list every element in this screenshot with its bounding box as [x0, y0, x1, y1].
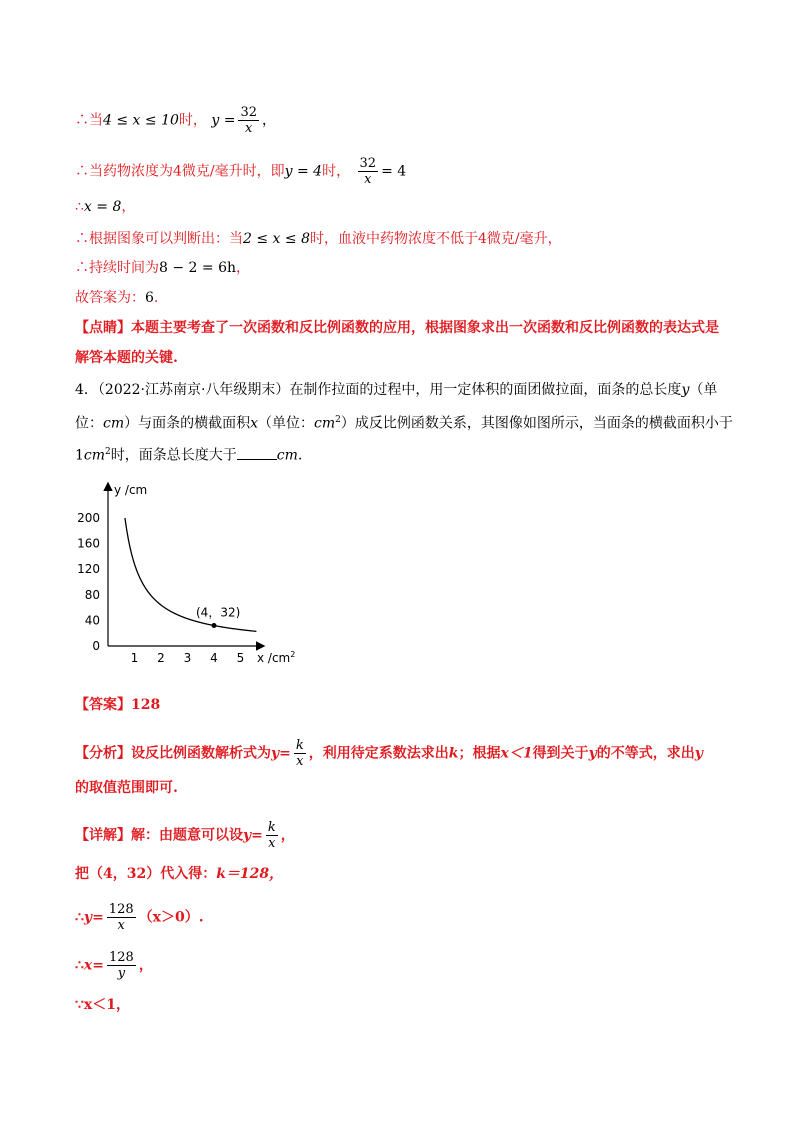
- math-eq: k＝128，: [216, 866, 284, 882]
- math-condition: 2 ≤ x ≤ 8: [243, 231, 310, 247]
- y-tick-label: 120: [77, 562, 100, 577]
- y-tick-label: 200: [77, 511, 100, 525]
- text: 位：: [75, 415, 103, 432]
- denominator: x: [364, 172, 372, 187]
- detail-line-1: [75, 820, 295, 851]
- x-tick-label: 5: [236, 651, 245, 665]
- detail-line-5: ∵x＜1，: [75, 997, 130, 1013]
- unit: cm: [314, 415, 336, 432]
- math-var: y: [83, 909, 93, 926]
- unit: cm: [83, 447, 106, 464]
- answer-line: [75, 695, 160, 715]
- question-line-3: [75, 442, 302, 466]
- solution-line-5: [75, 258, 250, 278]
- fraction: [294, 738, 306, 769]
- text: 4．（2022·江苏南京·八年级期末）在制作拉面的过程中，用一定体积的面团做拉面，面条的总长度: [75, 382, 682, 398]
- denominator: x: [268, 836, 276, 851]
- y-tick-label: 160: [77, 536, 100, 551]
- inverse-proportion-graph: [75, 478, 300, 673]
- x-axis-label-sup: 2: [290, 650, 296, 659]
- math-var: y: [588, 745, 597, 762]
- analysis-line-1: [75, 738, 703, 769]
- text: ，: [261, 112, 276, 129]
- text: ，: [236, 260, 250, 276]
- solution-line-3: [75, 197, 135, 217]
- numerator: 128: [108, 902, 134, 917]
- text: 解：由题意可以设: [131, 827, 243, 844]
- numerator: 128: [109, 950, 134, 965]
- comment-line-2: 解答本题的关键.: [75, 350, 178, 366]
- math-var: k: [448, 745, 459, 762]
- math-eq: =: [92, 909, 104, 926]
- solution-line-6: [75, 288, 158, 308]
- y-tick-label: 80: [84, 587, 100, 602]
- math-eq: 8 − 2 = 6h: [159, 260, 236, 276]
- answer-blank: [237, 445, 277, 460]
- solution-line-1: [75, 105, 276, 136]
- math-eq: y = 4: [284, 163, 323, 180]
- text: 时，: [178, 112, 207, 129]
- solution-line-4: [75, 229, 562, 249]
- text: 时，: [322, 163, 351, 180]
- answer-value: 6: [145, 290, 154, 306]
- denominator: x: [296, 754, 304, 769]
- text: ∴当药物浓度为4微克/毫升时，即: [75, 163, 285, 180]
- question-line-2: [75, 410, 733, 434]
- text: ；根据: [458, 745, 501, 762]
- text: .: [153, 290, 159, 306]
- math-var: y: [681, 382, 690, 398]
- answer-label: 【答案】: [75, 697, 131, 713]
- detail-line-4: [75, 950, 153, 981]
- fraction: [266, 820, 278, 851]
- text: 的不等式，求出: [596, 745, 695, 762]
- superscript: 2: [105, 447, 111, 457]
- text: ，: [121, 199, 136, 215]
- text: 故答案为：: [75, 290, 145, 306]
- text: 时，面条总长度大于: [110, 447, 237, 464]
- math-eq: =: [279, 745, 291, 762]
- denominator: x: [245, 121, 253, 136]
- solution-line-2: [75, 156, 406, 187]
- text: ∴根据图象可以判断出：当: [75, 231, 243, 247]
- denominator: x: [117, 918, 125, 933]
- math-var: y =: [211, 112, 236, 129]
- text: ∴: [75, 909, 84, 926]
- math-var: y: [271, 745, 280, 762]
- y-tick-label: 40: [84, 613, 100, 628]
- math-eq: =: [251, 827, 263, 844]
- text: ，利用待定系数法求出: [308, 745, 449, 762]
- detail-label: 【详解】: [75, 827, 131, 844]
- text: ，: [138, 957, 153, 974]
- fraction: [238, 105, 259, 136]
- text: ∴当: [75, 112, 103, 129]
- math-var: x: [83, 957, 93, 974]
- math-eq: x = 8: [83, 199, 122, 215]
- text: ）成反比例函数关系，其图像如图所示，当面条的横截面积小于: [340, 415, 733, 432]
- text: 得到关于: [532, 745, 589, 762]
- math-eq: =: [92, 957, 105, 974]
- analysis-line-2: 的取值范围即可.: [75, 780, 178, 796]
- text: ，: [280, 827, 295, 844]
- text: ∴持续时间为: [75, 260, 159, 276]
- question-line-1: [75, 380, 717, 400]
- unit: cm: [103, 415, 125, 432]
- math-condition: 4 ≤ x ≤ 10: [103, 112, 179, 129]
- math-var: x: [250, 415, 259, 432]
- x-tick-label: 1: [130, 651, 139, 665]
- x-axis-label: [257, 650, 295, 665]
- data-point: [212, 623, 217, 628]
- x-tick-label: 3: [183, 651, 192, 665]
- text: ∴: [75, 199, 84, 215]
- analysis-label: 【分析】: [75, 745, 131, 762]
- y-ticks: [77, 511, 100, 653]
- numerator: 32: [240, 105, 257, 120]
- y-tick-label: 0: [92, 639, 100, 653]
- numerator: 32: [359, 156, 377, 171]
- math-condition: x＜1: [500, 745, 533, 762]
- math-var: y: [243, 827, 252, 844]
- text: （单位：: [258, 415, 315, 432]
- text: 时，血液中药物浓度不低于4微克/毫升，: [309, 231, 562, 247]
- data-point-label: (4，32): [196, 605, 241, 620]
- detail-line-3: [75, 902, 204, 933]
- math-eq: = 4: [381, 163, 407, 180]
- x-ticks: [131, 651, 245, 665]
- text: 1: [75, 447, 84, 464]
- comment-line-1: 【点睛】本题主要考查了一次函数和反比例函数的应用，根据图象求出一次函数和反比例函数的表达式是: [75, 320, 719, 336]
- y-axis-label: y /cm: [114, 483, 148, 497]
- answer-value: 128: [131, 697, 161, 713]
- math-var: y: [694, 745, 703, 762]
- numerator: k: [295, 738, 304, 753]
- text: 把（4，32）代入得：: [75, 866, 217, 882]
- superscript: 2: [335, 415, 341, 425]
- x-tick-label: 4: [210, 651, 218, 665]
- text: ∴: [75, 957, 84, 974]
- fraction: [107, 950, 136, 981]
- fraction: [358, 156, 379, 187]
- text: .: [297, 447, 303, 464]
- fraction: [107, 902, 136, 933]
- x-axis-label-text: x /cm: [257, 651, 291, 665]
- text: （x＞0）.: [138, 909, 204, 926]
- text: 设反比例函数解析式为: [131, 745, 271, 762]
- text: （单: [689, 382, 718, 398]
- text: ）与面条的横截面积: [124, 415, 251, 432]
- detail-line-2: [75, 864, 283, 884]
- denominator: y: [117, 966, 126, 981]
- unit: cm: [276, 447, 298, 464]
- numerator: k: [267, 820, 276, 835]
- x-tick-label: 2: [157, 651, 165, 665]
